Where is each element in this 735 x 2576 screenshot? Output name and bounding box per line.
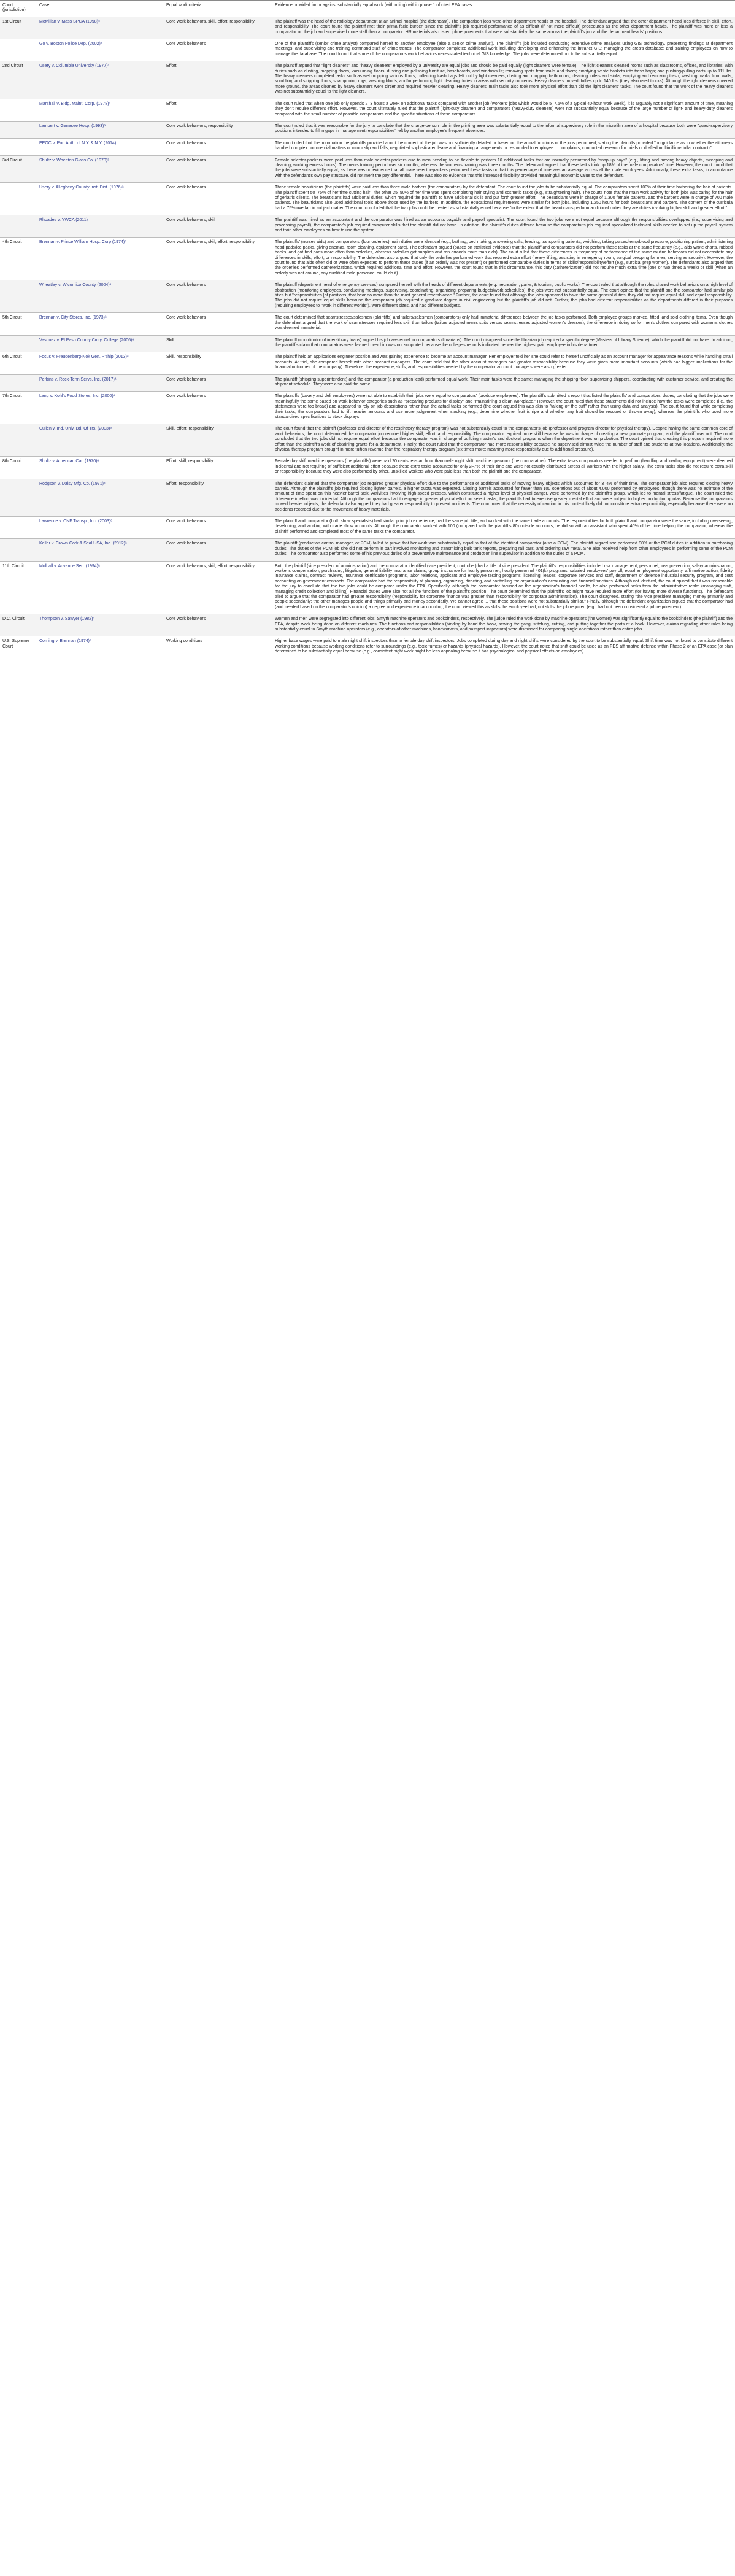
case-cell: Usery v. Columbia University (1977)ᵃ	[37, 61, 164, 99]
table-row	[0, 539, 735, 561]
case-cell: Brennan v. Prince William Hosp. Corp (1974)ᵃ	[37, 238, 164, 280]
case-cell: Usery v. Allegheny County Inst. Dist. (1976)ᵃ	[37, 183, 164, 215]
table-row	[0, 374, 735, 392]
court-cell	[0, 121, 37, 138]
case-cell: Lawrence v. CNF Transp., Inc. (2003)ᵃ	[37, 517, 164, 539]
table-row	[0, 517, 735, 539]
case-cell: Lang v. Kohl's Food Stores, Inc. (2000)ᵃ	[37, 392, 164, 424]
criteria-cell: Core work behaviors	[164, 374, 272, 392]
epa-cases-table	[0, 0, 735, 659]
court-cell	[0, 479, 37, 516]
court-cell: 3rd Circuit	[0, 155, 37, 183]
court-cell	[0, 539, 37, 561]
case-cell: Corning v. Brennan (1974)ᵃ	[37, 636, 164, 659]
evidence-cell: Both the plaintiff (vice president of administration) and the comparator identified (vice president, controller) had a title of vice president. The plaintiff's responsibilities included risk management, personnel, loss prevention, salary administration, worker's compensation, purchasing, litigation, general liability insurance claims, group insurance for hourly personnel, hourly personnel 401(k) programs, salaried employees' payroll, equal employment opportunity, affirmative action, fidelity insurance claims, contract reviews, insurance certification programs, labor relations, applicant and employee testing programs, licensing, leases, corporate services and staff, department of defense industrial security program, and cost accounting on government contracts. The comparator had the responsibility of planning, organizing, directing, and controlling the organization's accounting and financial functions. Although not identical, the court opined that it was reasonable for the jury to conclude that the two jobs could be compared under the EPA. Specifically, although the comparator focused on the organization's financial health, he also performed tasks from the administrative realm (managing staff, managing credit collection and billing). Financial duties were also not all the functions of the plaintiff's position. The court determined that the plaintiff's job might have required more effort (for having more diverse functions). The defendant tried to argue that the comparator had greater responsibility (responsibility for corporate finance was greater than responsibility for corporate administration). The court disagreed, stating "the vice president managing money primarily and people secondarily; the other manages people and things primarily and money secondarily. We cannot agree ... that these positions were not substantially similar." Finally, although the defendant organization argued that the comparator had (and needed based on the comparator's opinion) a degree and experience in accounting, the court viewed this as skills the employee had, not skills the job required (e.g., had not been considered a job requirement).	[272, 561, 735, 614]
criteria-cell: Core work behaviors	[164, 392, 272, 424]
evidence-cell: Female selector-packers were paid less than male selector-packers due to men needing to be flexible to perform 16 additional tasks that are normally performed by "snap-up boys" (e.g., lifting and moving heavy objects, sweeping and cleaning, working excess hours). The men's training period was six months, whereas the women's training was three months. The defendant argued that these tasks took up 18% of the male comparators' time. However, the court found that the jobs were substantially equal, as there was no evidence that all male selector-packers performed these tasks or that this percentage of time was an average across all the male employees. Additionally, these extra tasks, in accordance with the defendant's own pay structure, did not merit the pay differential. There was also no evidence that this increased flexibility provided meaningful economic value to the defendant.	[272, 155, 735, 183]
case-cell: Focus v. Freudenberg-Nok Gen. P'ship (2013)ᵃ	[37, 352, 164, 374]
criteria-cell: Core work behaviors, skill	[164, 215, 272, 238]
evidence-cell: The plaintiffs (bakery and deli employees) were not able to establish their jobs were equal to comparators' (produce employees). The plaintiff's submitted a report that listed the plaintiffs' and comparators' duties, concluding that the jobs were meaningfully the same based on work behavior categories such as "preparing products for display" and "maintaining a clean workplace." However, the court ruled that these statements did not include how the tasks were completed (i.e., the statements were too broad) and appeared to rely on job descriptions rather than the actual tasks performed (the court argued this was akin to "talking off the cuff" rather than using data and analysis). The court found that while completing their tasks, the comparators had to lift heavier amounts and use more judgement when stocking (e.g., determine whether fruit is ripe and whether any fruit should be rescued or thrown away), whereas the plaintiffs who used more standardized specifications to stock displays.	[272, 392, 735, 424]
evidence-cell: The court ruled that when one job only spends 2–3 hours a week on additional tasks compared with another job (workers' jobs which would be 5–7.5% of a typical 40-hour work week), it is arguably not a significant amount of time, meaning they don't require different effort. However, the court ultimately ruled that the plaintiff (light-duty cleaner) and comparators (heavy-duty cleaners) were not substantially equal because of the large number of light- and heavy-duty cleaners compared with the small number of possible comparators and the specific situations of these comparators.	[272, 99, 735, 121]
criteria-cell: Core work behaviors	[164, 517, 272, 539]
header-row	[0, 1, 735, 17]
court-cell: 1st Circuit	[0, 17, 37, 39]
table-row	[0, 313, 735, 335]
table-row	[0, 335, 735, 352]
case-cell: Mulhall v. Advance Sec. (1994)ᵃ	[37, 561, 164, 614]
criteria-cell: Skill	[164, 335, 272, 352]
criteria-cell: Core work behaviors	[164, 138, 272, 155]
court-cell	[0, 374, 37, 392]
case-cell: Lambert v. Genesee Hosp. (1993)ᵃ	[37, 121, 164, 138]
criteria-cell: Core work behaviors, responsibility	[164, 121, 272, 138]
court-cell: D.C. Circuit	[0, 614, 37, 636]
criteria-cell: Core work behaviors, skill, effort, responsibility	[164, 238, 272, 280]
evidence-cell: The plaintiff (production control manager, or PCM) failed to prove that her work was substantially equal to that of the identified comparator (also a PCM). The plaintiff argued she performed 90% of the PCM duties in addition to purchasing duties. The duties of the PCM job she did not perform in part involved monitoring and transmitting bulk tank reports, preparing rail cars, and ordering raw metal. She also received help from other employees in performing some of the PCM duties. The comparator also performed some of his previous duties of a preventative maintenance and production line supervisor in addition to the duties of a PCM.	[272, 539, 735, 561]
table-row	[0, 614, 735, 636]
evidence-cell: The plaintiff was the head of the radiology department at an animal hospital (the defendant). The comparison jobs were other department heads at the hospital. The defendant argued that the other department head jobs differed in skill, effort, and responsibility. The court found the plaintiff met their prima facie burden since the plaintiff's job required performance of as difficult (if not more difficult) procedures as the other department heads. The plaintiff was more or less a comparator on the job and supervised more staff than a comparator. HR materials also listed job requirements that were substantially the same across the plaintiff's job and the department heads' positions.	[272, 17, 735, 39]
header-court: Court (jurisdiction)	[0, 1, 37, 17]
table-row	[0, 479, 735, 516]
case-cell: Keller v. Crown Cork & Seal USA, Inc. (2012)ᵃ	[37, 539, 164, 561]
evidence-cell: The defendant claimed that the comparator job required greater physical effort due to the performance of additional tasks of moving heavy objects which accounted for 3–4% of their time. The comparator job also required closing heavy barrels. Although the plaintiff's job required closing lighter barrels, a higher quota was expected. Closing barrels accounted for fewer than 100 operations out of about 4,000 performed by employees, though there was no estimate of the amount of time spent on this heavier barrel task. Activities involving high-speed presses, which constituted a higher level of physical danger, were performed by the plaintiff's group, which led to mental stress/fatigue. The court ruled the difference in effort was incidental. Although the comparators had to engage in greater physical effort on select tasks, the plaintiffs had to exercise greater mental effort and were subject to higher production quotas. Because the comparators moved heavier objects, the defendant also argued they had greater responsibility to prevent accidents. The court ruled that the necessity of caution in this context likely did not constitute extra responsibility, especially because there were no accidents recorded due to the movement of heavy materials.	[272, 479, 735, 516]
criteria-cell: Effort, responsibility	[164, 479, 272, 516]
evidence-cell: The plaintiff was hired as an accountant and the comparator was hired as an accounts payable and payroll specialist. The court found the two jobs were not equal because although the responsibilities overlapped (i.e., supervising and processing payroll), the comparator's job required computer skills that the plaintiff did not have. In addition, the plaintiff's duties differed because the comparator's job required specialized technical skills needed to set up the payroll system and train other employees on how to use the system.	[272, 215, 735, 238]
court-cell	[0, 39, 37, 61]
table-row	[0, 61, 735, 99]
evidence-cell: The plaintiff and comparator (both show specialists) had similar prior job experience, had the same job title, and worked with the same trade accounts. The responsibilities for both plaintiff and comparator were the same, including overseeing, developing, and working with trade show accounts. Although the comparator worked with 100 (compared with the plaintiff's 80) outside accounts, he did so with an assistant who spent 40% of her time helping the comparator, whereas the plaintiff performed and completed most of the same tasks the comparator.	[272, 517, 735, 539]
evidence-cell: Higher base wages were paid to male night shift inspectors than to female day shift inspectors. Jobs completed during day and night shifts were considered by the court to be substantially equal. Shift time was not found to constitute different working conditions because working conditions refer to surroundings (e.g., toxic fumes) or hazards (physical hazards). However, the court noted that shift could be used as an FDS affirmative defense within Phase 2 of an EPA case (or plan determined to be substantially equal because (e.g., consistent night work might be less appealing because it has psychological and physical effects on employees).	[272, 636, 735, 659]
table-body	[0, 17, 735, 659]
case-cell: Go v. Boston Police Dep. (2002)ᵃ	[37, 39, 164, 61]
criteria-cell: Core work behaviors	[164, 280, 272, 313]
court-cell: U.S. Supreme Court	[0, 636, 37, 659]
case-cell: Cullen v. Ind. Univ. Bd. Of Trs. (2003)ᵃ	[37, 424, 164, 457]
header-evidence: Evidence provided for or against substantially equal work (with ruling) within phase 1 of cited EPA cases	[272, 1, 735, 17]
court-cell	[0, 138, 37, 155]
table-header	[0, 1, 735, 17]
table-row	[0, 457, 735, 479]
case-cell: EEOC v. Port Auth. of N.Y. & N.Y. (2014)	[37, 138, 164, 155]
court-cell: 11th Circuit	[0, 561, 37, 614]
evidence-cell: Women and men were segregated into different jobs, Smyth machine operators and bookbinders, respectively. The judge ruled the work done by machine operators (the women) was significantly equal to the bookbinders (the plaintiff) and the EPA, despite work being done on different machines. The functions and responsibilities (binding by hand the book, sewing the gang, stitching, cutting, and putting together the parts of a book. However, claims regarding other roles being substantially equal to Smyth machine operators (e.g., operators of other machines, handworkers, and passport inspectors) were dismissed for comparing single operations rather than entire jobs.	[272, 614, 735, 636]
table-row	[0, 99, 735, 121]
evidence-cell: Female day shift machine operators (the plaintiffs) were paid 20 cents less an hour than male night shift machine operators (the comparators). The extra tasks comparators needed to perform (handling and loading equipment) were deemed incidental and not requiring of sufficient additional effort because these extra tasks accounted for only 2–7% of their time and were not equally distributed across all workers with the higher salary. The extra tasks also did not require extra skill or responsibility because they were also performed by other, unskilled workers who were paid less than both the plaintiff and the comparator.	[272, 457, 735, 479]
evidence-cell: The court ruled that the information the plaintiffs provided about the content of the job was not sufficiently detailed or based on the actual functions of the jobs performed; stating the plaintiffs provided "no guidance as to whether the attorneys handled complex commercial matters or minor slip and falls, negotiated sophisticated lease and financing arrangements or responded to employee ... complaints, conducted research for briefs or drafted multimillion-dollar contracts".	[272, 138, 735, 155]
table-row	[0, 39, 735, 61]
criteria-cell: Effort	[164, 99, 272, 121]
evidence-cell: The plaintiff (department head of emergency services) compared herself with the heads of different departments (e.g., recreation, parks, & tourism, public works). The court ruled that although the roles shared work behaviors on a high level of abstraction (monitoring employees, conducting meetings, supervising, coordinating, organizing, preparing budgets/work schedules), the jobs were not substantially equal. The court opined that the plaintiff and the comparator had similar job titles but "responsibilities [of positions] that bear no more than the most general resemblance." Further, the court found that although the jobs appeared to have the same general duties, they did not require equal skill and equal responsibility. The jobs did not require equal skills because the comparator job required a graduate degree in civil engineering but the plaintiff's job did not. Further, the jobs had different responsibilities as the departments differed in their purposes (requiring employees to "work in different worlds"), were different sizes, and had different budgets.	[272, 280, 735, 313]
table-row	[0, 183, 735, 215]
case-cell: Shultz v. American Can (1970)ᵃ	[37, 457, 164, 479]
evidence-cell: The plaintiff held an applications engineer position and was gaining experience to become an account manager. Her employer told her she could refer to herself unofficially as an account manager for appearance reasons while handling small accounts. At trial, she compared herself with other account managers. The court held that the other account managers had greater responsibility because they were given more important accounts (which had bigger implications for the financial outcomes of the company). Therefore, the experience, skills, and responsibilities needed by the comparator account managers were also greater.	[272, 352, 735, 374]
criteria-cell: Core work behaviors	[164, 183, 272, 215]
criteria-cell: Core work behaviors, skill, effort, responsibility	[164, 561, 272, 614]
court-cell: 8th Circuit	[0, 457, 37, 479]
court-cell: 4th Circuit	[0, 238, 37, 280]
case-cell: Shultz v. Wheaton Glass Co. (1970)ᵃ	[37, 155, 164, 183]
table-row	[0, 121, 735, 138]
evidence-cell: The plaintiff (coordinator of inter-library loans) argued his job was equal to comparators (librarians). The court disagreed since the librarian job required a specific degree (Masters of Library Science), which the plaintiff did not have. In addition, the plaintiff's claim that comparators were favored over him was not supported because the college's records indicated he was the highest paid employee in his department.	[272, 335, 735, 352]
court-cell	[0, 183, 37, 215]
table-row	[0, 17, 735, 39]
table-row	[0, 392, 735, 424]
criteria-cell: Skill, responsibility	[164, 352, 272, 374]
table-row	[0, 561, 735, 614]
criteria-cell: Core work behaviors	[164, 614, 272, 636]
criteria-cell: Core work behaviors	[164, 539, 272, 561]
evidence-cell: The plaintiffs' (nurses aids) and comparators' (four orderlies) main duties were identical (e.g., bathing, bed making, answering calls, feeding, transporting patients, weighing, taking pulses/temp/blood pressure, positioning patient, administering head pads/ice packs, giving enemas, room cleaning, equipment care). The defendant argued (based on statistical evidence) that the plaintiff and comparators did not perform these tasks at the same frequency (e.g., aids wrote charts, rubbed backs, and got bed pans more often than orderlies, whereas orderlies got supplies and ran errands more than aids). The court ruled that these differences in frequency of performance of the same routine behaviors did not necessitate any differences in skills, effort, or responsibility. The defendant also argued that only the orderlies performed work that required extra effort (heavy lifting, assisting in emergency room, surgical prepping for men, serving as security). However, the court found that aids often did or were often expected to perform these duties (if an orderly was not present) or performed comparable duties in terms of skills/responsibility/effort (e.g., surgical prep women). The defendants also argued that the orderlies performed catheterizations, which required additional time and effort. However, the court found that in this circumstance, this duty (catheterization) did not require much extra time (one or two times a week) or skill (when an orderly was not around, any qualified male personnel could do it).	[272, 238, 735, 280]
table-row	[0, 155, 735, 183]
header-case: Case	[37, 1, 164, 17]
criteria-cell: Effort	[164, 61, 272, 99]
evidence-cell: One of the plaintiffs (senior crime analyst) compared herself to another employee (also a senior crime analyst). The plaintiff's job included conducting extensive crime analyses using GIS technology, presenting findings at department meetings, and supervising and training command staff of crime trends. The comparator completed additional work including developing and enhancing the intranet GIS; managing the area's database; and training employees on how to manage the database. The court found that some of the comparator's work behaviors necessitated technical GIS knowledge. The jobs were determined not to be substantially equal.	[272, 39, 735, 61]
criteria-cell: Core work behaviors, skill, effort, responsibility	[164, 17, 272, 39]
table-row	[0, 636, 735, 659]
table-row	[0, 238, 735, 280]
court-cell: 5th Circuit	[0, 313, 37, 335]
evidence-cell: The plaintiff argued that "light cleaners" and "heavy cleaners" employed by a university are equal jobs and should be paid equally (light cleaners were female). The light cleaners cleaned rooms such as classrooms, offices, and libraries, with duties such as dusting, mopping floors, vacuuming floors; dusting and polishing furniture, baseboards, and windowsills; removing spots from walls and floors; emptying waste baskets into trash bags; and pushing/pulling carts up to 111 lbs. The heavy cleaners completed tasks such as wet mopping various floors, collecting trash bags left out by light cleaners, dusting and mopping bathrooms, cleaning toilets and sinks, emptying and removing trash, washing marks from walls, scrubbing and stripping floors, shampooing rugs, washing blinds, and/or performing light cleaning duties in areas with security concerns. Heavy cleaners moved dollies up to 140 lbs. (they also used trucks). Although the light cleaners covered more ground, the areas cleaned by heavy cleaners were dirtier and required heavier cleaning. Heavy cleaners' main tasks also took more physical effort than did the light cleaners' tasks. The court found that the work of the heavy cleaners was not substantially equal to the light cleaners.	[272, 61, 735, 99]
criteria-cell: Effort, skill, responsibility	[164, 457, 272, 479]
case-cell: Wheatley v. Wicomico County (2004)ᵃ	[37, 280, 164, 313]
evidence-cell: The plaintiff (shipping superintendent) and the comparator (a production lead) performed equal work. Their main tasks were the same: managing the shipping floor, supervising shippers, coordinating with customer service, and creating the shipment schedule. They were also paid the same.	[272, 374, 735, 392]
evidence-cell: The court determined that seamstresses/salesmen (plaintiffs) and tailors/salesmen (comparators) only had immaterial differences between the job tasks performed. Both employee groups marked, fitted, and sold clothing items. Even though the defendant argued that the work of seamstresses required less skill than tailors (tailors adjusted men's suits versus seamstresses adjusted women's dresses), the difference in doing so for men's clothes compared with women's clothes was deemed immaterial.	[272, 313, 735, 335]
criteria-cell: Core work behaviors	[164, 39, 272, 61]
case-cell: Hodgson v. Daisy Mfg. Co. (1971)ᵃ	[37, 479, 164, 516]
case-cell: Marshall v. Bldg. Maint. Corp. (1978)ᵃ	[37, 99, 164, 121]
header-criteria: Equal work criteria	[164, 1, 272, 17]
criteria-cell: Core work behaviors	[164, 155, 272, 183]
court-cell: 2nd Circuit	[0, 61, 37, 99]
case-cell: Perkins v. Rock-Tenn Servs. Inc. (2017)ᵃ	[37, 374, 164, 392]
case-cell: Thompson v. Sawyer (1982)ᵃ	[37, 614, 164, 636]
criteria-cell: Working conditions	[164, 636, 272, 659]
table-row	[0, 352, 735, 374]
court-cell: 7th Circuit	[0, 392, 37, 424]
case-cell: Vasquez v. El Paso County Cmty. College (2006)ᵃ	[37, 335, 164, 352]
court-cell	[0, 517, 37, 539]
court-cell	[0, 335, 37, 352]
court-cell	[0, 424, 37, 457]
court-cell	[0, 280, 37, 313]
table-row	[0, 138, 735, 155]
criteria-cell: Skill, effort, responsibility	[164, 424, 272, 457]
court-cell: 6th Circuit	[0, 352, 37, 374]
table-row	[0, 215, 735, 238]
evidence-cell: Three female beauticians (the plaintiffs) were paid less than three male barbers (the comparators) by the defendant. The court found the jobs to be substantially equal. The comparators spent 100% of their time barbering the hair of patients. The plaintiff spent 50–75% of her time cutting hair—the other 25–50% of her time was spent completing hair styling and cosmetic tasks (e.g., straightening hair). The courts note that the main work activity for both jobs was caring for the hair of geriatric clients. The beauticians had additional duties, which required the plaintiffs to have additional skills and put forth greater effort. The beauticians were in charge of 1,300 female patients, and the barbers were in charge of 700 male patients. The beauticians also used additional tools above those used by the barbers. In addition, the educational requirements were similar for both jobs, including 1,250 hours for both beauticians and barbers. The content of the curricula had a 75% overlap in subject matter. The court concluded that the two jobs could be treated as substantially equal because "to the extent that the beauticians perform additional duties they are duties involving higher skill and greater effort."	[272, 183, 735, 215]
case-cell: Brennan v. City Stores, Inc. (1973)ᵃ	[37, 313, 164, 335]
case-cell: Rhoades v. YWCA (2011)	[37, 215, 164, 238]
court-cell	[0, 99, 37, 121]
evidence-cell: The court found that the plaintiff (professor and director of the respiratory therapy program) was not substantially equal to the comparator's job (professor and program director for physical therapy). Despite having the same common core of work behaviors, the court determined the comparator job required higher skill, effort, and responsibility. The comparator required more skill because he was in charge of creating a new graduate program, and the plaintiff was not. The court concluded that the two jobs did not require equal effort because the comparator was in charge of building master's and doctoral programs when the department was on probation. The court opined that creating this program required more effort than the plaintiff's work of obtaining grants for a department. Finally, the court ruled that the comparator had more responsibility because he supervised almost twice the number of staff and students at two locations. Additionally, the physical therapy program brought in more tuition revenue than the respiratory therapy program (six times more; meaning more responsibility due to additional pressure).	[272, 424, 735, 457]
court-cell	[0, 215, 37, 238]
evidence-cell: The court ruled that it was reasonable for the jury to conclude that the charge-person role in the printing area was substantially equal to the informal supervisory role in the microfilm area of a hospital because both were "quasi-supervisory positions intended to fill in gaps in management responsibilities" left by another employee's frequent absences.	[272, 121, 735, 138]
table-row	[0, 280, 735, 313]
case-cell: McMillan v. Mass SPCA (1998)ᵃ	[37, 17, 164, 39]
criteria-cell: Core work behaviors	[164, 313, 272, 335]
table-row	[0, 424, 735, 457]
